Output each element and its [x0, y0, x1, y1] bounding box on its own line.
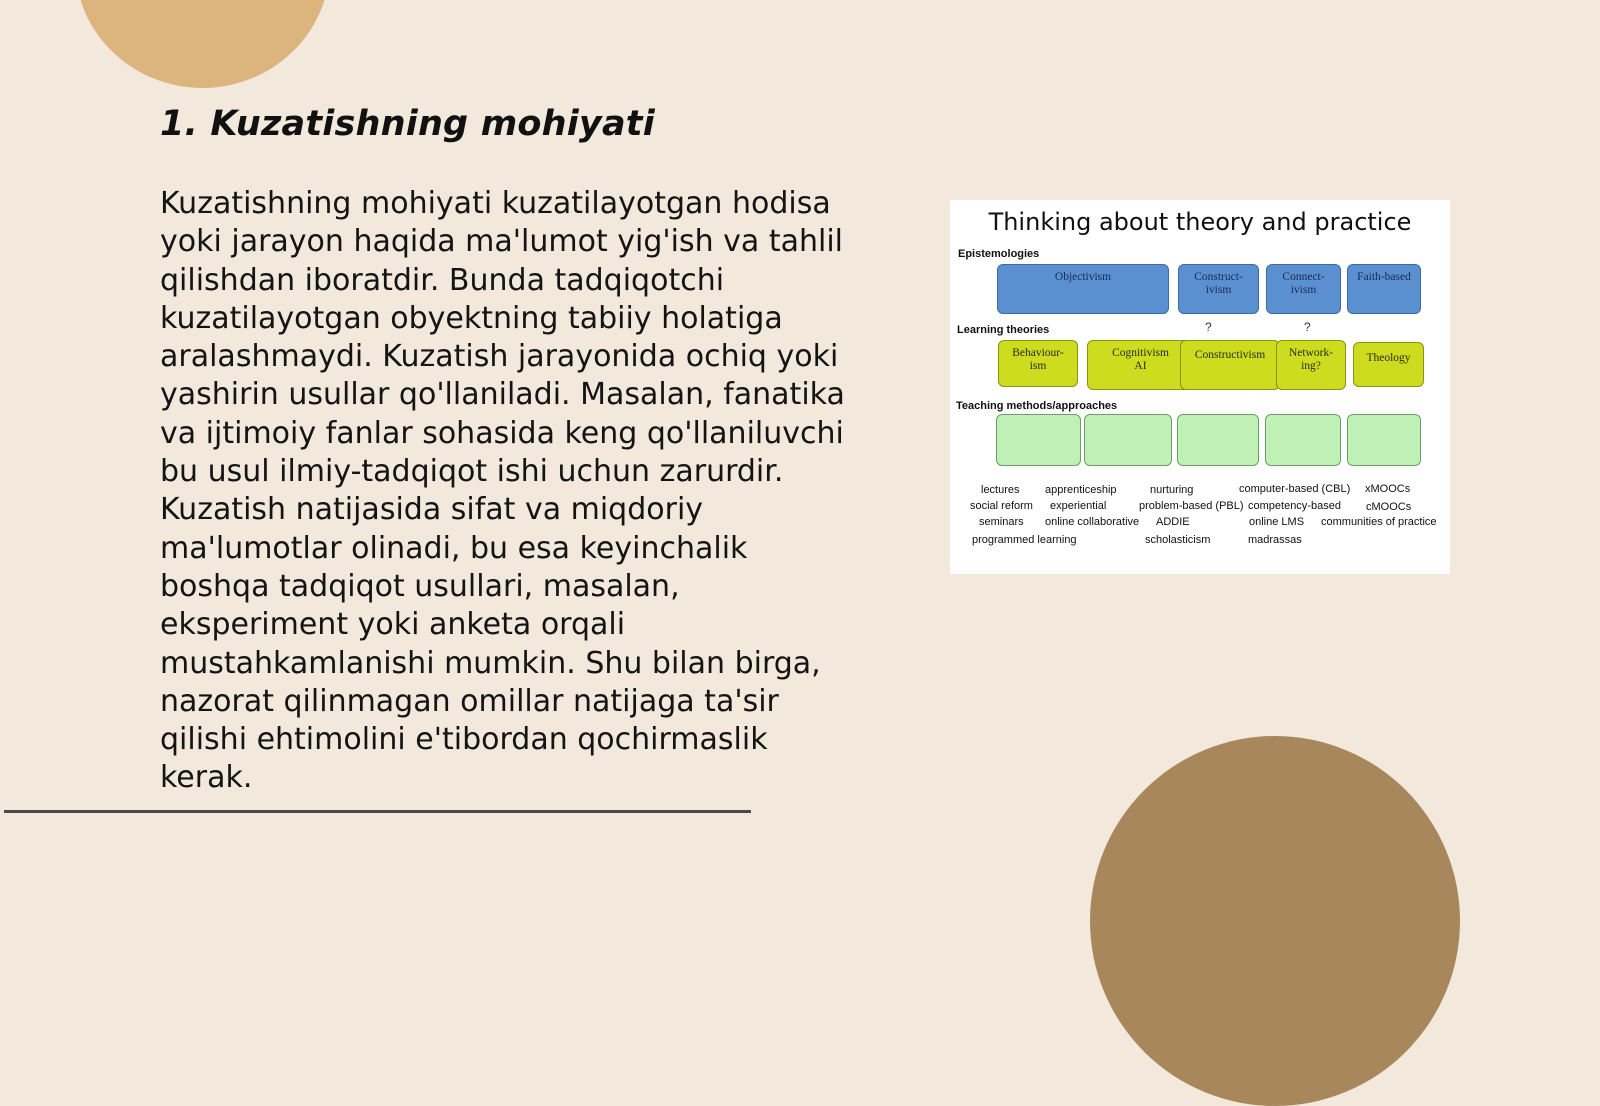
slide-title: 1. Kuzatishning mohiyati: [160, 104, 655, 144]
method-social-reform: social reform: [970, 500, 1033, 512]
method-apprenticeship: apprenticeship: [1045, 484, 1117, 496]
method-seminars: seminars: [979, 516, 1024, 528]
method-competency-based: competency-based: [1248, 500, 1341, 512]
epistemology-objectivism: Objectivism: [997, 264, 1169, 314]
method-cmoocs: cMOOCs: [1366, 501, 1412, 513]
learning-theology: Theology: [1353, 342, 1424, 387]
learning-cognitivism-ai: Cognitivism AI: [1087, 340, 1194, 390]
divider-line: [4, 810, 751, 813]
epistemology-connectivism: Connect- ivism: [1266, 264, 1341, 314]
teaching-box: [1177, 414, 1259, 466]
method-problem-based: problem-based (PBL): [1139, 500, 1244, 512]
decorative-circle-bottom: [1090, 736, 1460, 1106]
method-scholasticism: scholasticism: [1145, 534, 1211, 546]
method-online-lms: online LMS: [1249, 516, 1305, 528]
slide-body-text: Kuzatishning mohiyati kuzatilayotgan hodisa yoki jarayon haqida ma'lumot yig'ish va tahlil qilishdan iboratdir. Bunda tadqiqotchi kuzatilayotgan obyektning tabiiy holatiga aralashmaydi. Kuzatish jarayonida ochiq yoki yashirin usullar qo'llaniladi. Masalan, fanatika va ijtimoiy fanlar sohasida keng qo'llaniluvchi bu usul ilmiy-tadqiqot ishi uchun zarurdir. Kuzatish natijasida sifat va miqdoriy ma'lumotlar olinadi, bu esa keyinchalik boshqa tadqiqot usullari, masalan, eksperiment yoki anketa orqali mustahkamlanishi mumkin. Shu bilan birga, nazorat qilinmagan omillar natijaga ta'sir qilishi ehtimolini e'tibordan qochirmaslik kerak.: [160, 186, 845, 796]
theory-practice-diagram: [950, 200, 1450, 574]
teaching-box: [1347, 414, 1421, 466]
teaching-box: [1265, 414, 1341, 466]
method-online-collaborative: online collaborative: [1045, 516, 1140, 528]
method-communities-of-practice: communities of practice: [1321, 516, 1437, 528]
question-mark: ?: [1205, 320, 1212, 334]
epistemologies-label: Epistemologies: [958, 248, 1040, 260]
teaching-methods-label: Teaching methods/approaches: [956, 400, 1118, 412]
method-lectures: lectures: [981, 484, 1020, 496]
diagram-title: Thinking about theory and practice: [988, 208, 1412, 236]
learning-behaviourism: Behaviour- ism: [998, 340, 1078, 387]
method-xmoocs: xMOOCs: [1365, 483, 1411, 495]
method-addie: ADDIE: [1156, 516, 1190, 528]
method-programmed-learning: programmed learning: [972, 534, 1077, 546]
decorative-circle-top: [75, 0, 330, 88]
epistemology-constructivism: Construct- ivism: [1178, 264, 1259, 314]
method-nurturing: nurturing: [1150, 484, 1194, 496]
teaching-box: [996, 414, 1081, 466]
method-madrassas: madrassas: [1248, 534, 1302, 546]
learning-constructivism: Constructivism: [1180, 340, 1280, 390]
epistemology-faith-based: Faith-based: [1347, 264, 1421, 314]
learning-networking: Network- ing?: [1276, 340, 1346, 390]
method-experiential: experiential: [1050, 500, 1107, 512]
method-computer-based: computer-based (CBL): [1239, 483, 1351, 495]
learning-theories-label: Learning theories: [957, 324, 1050, 336]
teaching-box: [1084, 414, 1172, 466]
question-mark: ?: [1304, 320, 1311, 334]
